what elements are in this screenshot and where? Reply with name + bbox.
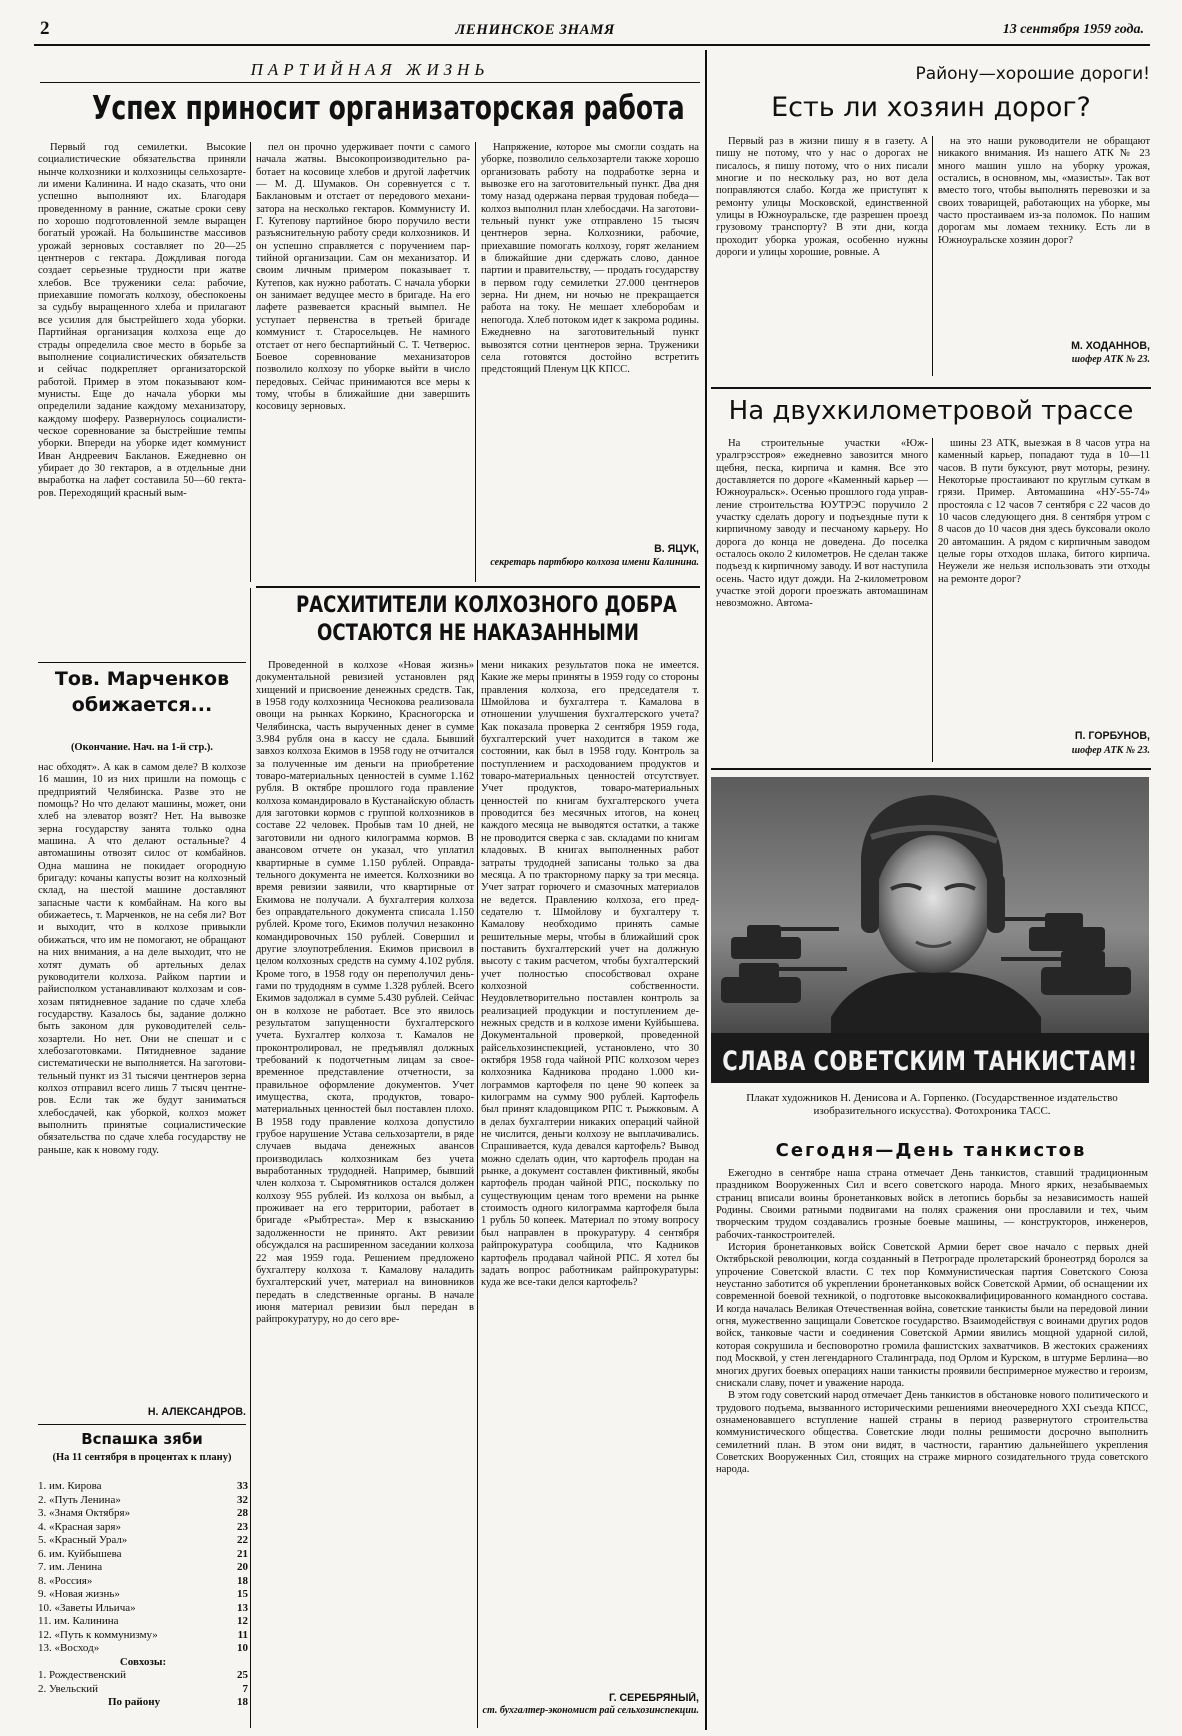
party-col-2 — [256, 142, 470, 582]
track-col-1 — [716, 438, 928, 768]
table-row: 10. «Заветы Ильича» 13 — [38, 1601, 248, 1614]
table-row: 12. «Путь к коммунизму» 11 — [38, 1628, 248, 1641]
col-rule — [932, 136, 933, 376]
headline-marchenkov-wrapper — [38, 666, 246, 738]
poster-slogan: СЛАВА СОВЕТСКИМ ТАНКИСТАМ! — [722, 1045, 1138, 1077]
track-col-1-text: На строительные участки «Южуралгрэсстроя» ежедневно завозится много щебня, песка, кирпича и камня. Все это доставляется по дороге «Каменный карьер — Южноуральск». Осенью прошлого года управление строительства ЮУТРЭС поручило 2 участку сделать дорогу и подъездные пути к кирпичному заводу и песчаному карьеру. Но дорога до конца не доведена. До поселка осталось около 2 километров. Не сделан также подъезд к кирпичному заводу. И вот наступила осень. Часто идут дожди. На 2-километровом участке этой дороги проезжать автомашинам невозможно. Автома- — [716, 438, 928, 610]
newspaper-name: ЛЕНИНСКОЕ ЗНАМЯ — [455, 22, 615, 38]
table-row: 4. «Красная заря» 23 — [38, 1520, 248, 1533]
rubric-party-life: ПАРТИЙНАЯ ЖИЗНЬ — [250, 60, 490, 79]
roads-kicker: Району—хорошие дороги! — [915, 64, 1150, 84]
headline-thieves-line2: ОСТАЮТСЯ НЕ НАКАЗАННЫМИ — [317, 621, 639, 646]
headline-roads: Есть ли хозяин дорог? — [771, 92, 1091, 123]
tankmen-paragraph: История бронетанковых войск Советской Армии берет свое начало с первых дней Октябрьской революции, когда созданный в Петрограде пролетарский бронеотряд боролся за упрочение Советской власти. С тех пор Коммунистическая партия Советского Союза неустанно заботится об укреплении бронетанковых войск Советской Армии, об оснащении их современной боевой техникой, о подготовке высококвалифицированного командного состава. И когда началась Великая Отечественная война, советские танкисты были на передовой линии огня, мужественно защищали Советское государство. Взаимодействуя с воинами других родов войск, танковые части и соединения Советской Армии явились мощной ударной силой, которая сокрушила и бесповоротно громила фашистских захватчиков. В жестоких сражениях под Москвой, у стен легендарного Сталинграда, под Орлом и Курском, в штурме Берлина—во многих других боевых операциях наши танкисты проявили беспримерное мужество и героизм, снискали славу, почет и уважение народа. — [716, 1242, 1148, 1389]
header-rule — [34, 44, 1150, 46]
roads-col-1-text: Первый раз в жизни пишу я в газету. А пишу не потому, что у нас о дорогах не писалось, я пишу потому, что о них писали многие и по нескольку раз, но вот дела поправляются слабо. Когда же приступят к ремонту улицы Московской, единственной улицы в Южноуральске, где разрешен проезд грузовому транспорту? В эти дни, когда проходит уборка урожая, особенно нужны дороги и улицы хорошие, ровные. А — [716, 136, 928, 259]
roads-col-2 — [938, 136, 1150, 336]
col-rule — [250, 142, 251, 582]
tankman-poster-illustration — [711, 777, 1149, 1083]
thieves-signature-title: ст. бухгалтер-экономист рай сельхозинспекции. — [482, 1705, 699, 1716]
table-row: 9. «Новая жизнь» 15 — [38, 1588, 248, 1600]
marchenkov-subhead: (Окончание. Нач. на 1-й стр.). — [70, 742, 214, 753]
plowing-headline: Вспашка зяби — [81, 1430, 203, 1448]
section-rule — [38, 662, 246, 663]
track-col-2 — [938, 438, 1150, 700]
table-row: 8. «Россия» 18 — [38, 1574, 248, 1587]
rubric-rule — [40, 82, 700, 83]
table-row: 3. «Знамя Октября» 28 — [38, 1507, 248, 1519]
table-row: 7. им. Ленина 20 — [38, 1561, 248, 1573]
table-row: 1. им. Кирова 33 — [38, 1480, 248, 1492]
col-rule — [250, 588, 251, 1728]
poster-caption: Плакат художников Н. Денисова и А. Горпенко. (Государственное издательство изобразительного искусства). Фотохроника ТАСС. — [746, 1092, 1118, 1117]
tankmen-body — [716, 1168, 1148, 1730]
section-rule — [711, 387, 1151, 389]
track-col-2-text: шины 23 АТК, выезжая в 8 часов утра на каменный карьер, попадают туда в 10—11 часов. В пути буксуют, рвут моторы, резину. Некоторые простаивают по круглым суткам в грязи. Пример. Автомашина «НУ-55-74» простояла с 12 часов 7 сентября с 22 часов до 10 часов следующего дня. 8 сентября утром с 8 часов до 10 часов дня здесь буксовали около 20 автомашин. А рядом с кирпичным заводом целые горы отходов шлака, битого кирпича. Неужели же нельзя использовать эти отходы на ремонте дорог? — [938, 438, 1150, 585]
col-rule — [475, 142, 476, 582]
headline-tankmen: Сегодня—День танкистов — [775, 1140, 1087, 1161]
thieves-col-1-text: Проведенной в колхозе «Новая жизнь» документальной ревизией установлен ряд хищений и присвоение денежных средств. Так, в 1958 году колхозница Чеснокова реализовала овощи на рынках Коркино, Красногорска и Челябинска, часть вырученных денег в сумме 3.984 рубля она в кассу не сдала. Бывший завхоз колхоза Екимов в 1958 году не отчитался за полученные им деньги на приобретение товаро-материальных ценностей в сумме 1.162 рубля. В октябре прошлого года правление колхоза командировало в Кустанайскую область для заготовки кормов с группой колхозников в составе 22 человек. Пробыв там 10 дней, не заготовили ни одного килограмма кормов. В авансовом отчете он указал, что уплатил квартирные в сумме 1.150 рублей. Оправдательного документа не имеется. Колхозники во время ревизии заявили, что квартирные от Екимова не получали. А бухгалтерия колхоза без оправдательного документа списала 1.150 рублей. Кроме того, Екимов получил незаконно командировочных 150 рублей. Совершил и другие злоупотребления. Екимов присвоил в целом колхозных средств на сумму 4.102 рубля. Кроме того, в 1958 году он переполучил деньгами по трудодням в сумме 1.328 рублей. Всего Екимов задолжал в сумме 5.430 рублей. Сейчас он в колхозе не работает. Все это явилось результатом запущенности бухгалтерского учета. Бухгалтер колхоза т. Камалов не проконтролировал, не предъявлял должных требований к подотчетным лицам за своевременное представление отчетности, за правильное оформление документов. Учет имущества, скота, продуктов, товароматериальных ценностей был поставлен плохо. В 1958 году правление колхоза допустило грубое нарушение Устава сельхозартели, в ряде случаев выдача денежных авансов производилась колхозникам без учета выработанных трудодней. Например, бывший член колхоза т. Сыромятников остался должен колхозу 955 рублей. Из колхоза он выбыл, а проживает на его территории, работает в бригаде «Рыбтреста». Мер к взысканию задолженности не принято. Акт ревизии обсуждался на расширенном заседании колхоза 22 мая 1959 года. Решением предложено бухгалтеру колхоза т. Камалову наладить бухгалтерский учет, материал на виновников передать в следственные органы. В начале июня материал ревизии был передан в райпрокуратуру, но до сего вре- — [256, 660, 474, 1326]
thieves-col-2 — [481, 660, 699, 1687]
plowing-section-label: Совхозы: — [119, 1655, 167, 1668]
headline-party-wrapper — [92, 88, 692, 142]
plowing-table — [38, 1480, 248, 1710]
tankmen-paragraph: Ежегодно в сентябре наша страна отмечает День танкистов, ставший традиционным праздником Вооруженных Сил и всего советского народа. Много ярких, незабываемых страниц вписали воины бронетанковых войск в летопись борьбы за независимость нашей Родины. Своими ратными подвигами на полях сражения они прославили и тех, чьим творческим трудом создавались грозные боевые машины, — конструкторов, инженеров, рабочих-танкостроителей. — [716, 1168, 1148, 1241]
party-col-3-text: Напряжение, которое мы смогли создать на уборке, позволило сельхозартели также хорошо организовать работу на подработке зерна и вывозке его на заготовительный пункт. Два дня тому назад одержана первая трудовая победа—колхоз выполнил план хлебосдачи. На заготовительный пункт уже отправлено 15 тысяч центнеров зерна. Колхозники, рабочие, приехавшие помогать колхозу, горят желанием в ближайшие дни сдержать слово, данное партии и правительству, — продать государству в первом году семилетки 27.000 центнеров зерна. Ни днем, ни ночью не прекращается работа на току. Не мешает хлеборобам и непогода. Хлеб потоком идет к закрома родины. Ежедневно на заготовительный пункт вывозятся сотни центнеров зерна. Труженики села готовятся достойно встретить предстоящий Пленум ЦК КПСС. — [481, 142, 699, 376]
table-row: 5. «Красный Урал» 22 — [38, 1534, 248, 1546]
roads-col-2-text: на это наши руководители не обращают никакого внимания. Из нашего АТК № 23 много машин ушло на уборку урожая, остались, в основном, мы, «мазисты». Так вот вместо того, чтобы выполнять перевозки и за своих товарищей, работающих на уборке, мы часто простаиваем из-за поломок. По нашим дорогам мы ломаем технику. Есть ли в Южноуральске хозяин дорог? — [938, 136, 1150, 246]
headline-party: Успех приносит организаторская работа — [92, 88, 685, 127]
roads-signature-title: шофер АТК № 23. — [1071, 354, 1150, 365]
page-number: 2 — [40, 18, 50, 39]
section-divider — [705, 50, 707, 1730]
table-row: 13. «Восход» 10 — [38, 1642, 248, 1654]
roads-signature: М. ХОДАННОВ, — [1071, 340, 1150, 352]
marchenkov-signature: Н. АЛЕКСАНДРОВ. — [147, 1406, 246, 1418]
headline-thieves-line1: РАСХИТИТЕЛИ КОЛХОЗНОГО ДОБРА — [295, 593, 677, 618]
thieves-col-1 — [256, 660, 474, 1728]
thieves-signature: Г. СЕРЕБРЯНЫЙ, — [608, 1692, 699, 1704]
party-signature-title: секретарь партбюро колхоза имени Калинина. — [490, 557, 699, 568]
col-rule — [932, 438, 933, 762]
thieves-col-2-text: мени никаких результатов пока не имеется. Какие же меры приняты в 1959 году со стороны правления колхоза, его председателя т. Шмойлова и бухгалтера т. Камалова в отношении улучшения бухгалтерского учета? Как показала проверка 2 сентября 1959 года, бухгалтерский учет находится в таком же состоянии, как был в 1958 году. Контроль за поступлением и расходованием продуктов и товаро-материальных ценностей отсутствует. Учет продуктов, товаро-материальных ценностей по книгам бухгалтерского учета проводится без месячных итогов, на конец каждого месяца не выводятся остатки, а также не проводится сверка с зав. складами по книгам кладовых. В книгах выполненных работ затраты трудодней записаны только за два месяца. А по тракторному парку за три месяца. Учет затрат горючего и смазочных материалов не ведется. Правлению колхоза, его председателю т. Шмойлову и бухгалтеру т. Камалову необходимо принять самые решительные меры, чтобы в ближайший срок поставить бухгалтерский учет на должную высоту с таким расчетом, чтобы бухгалтерский учет полностью способствовал охране колхозной собственности. Неудовлетворительно поставлен контроль за реализацией продукции и поступлением денежных средств и в колхозе имени Куйбышева. Документальной проверкой, проведенной райсельхозинспекцией, установлено, что 30 октября 1958 года чайной РПС колхозом через колхозника Кадникова продано 1.000 килограммов картофеля по цене 90 копеек за килограмм на сумму 900 рублей. Картофель был принят кладовщиком РПС т. Рыжковым. А в делах бухгалтерии никаких операций чайной не числится, деньги колхозу не выплачивались. Спрашивается, куда девался картофель? Вывод можно сделать один, что картофель продан на рынке, а документ составлен фиктивный, якобы картофель продан чайной РПС, поскольку по существующим ценам того времени на рынке стоимость одного килограмма картофеля была 1 рубль 50 копеек. Материал по этому вопросу был направлен в прокуратуру. 4 сентября райпрокуратура сообщила, что Кадников картофель продавал чайной РПС. Я хотел бы задать вопрос работникам райпрокуратуры: куда же все-таки делся картофель? — [481, 660, 699, 1289]
section-rule — [256, 586, 700, 588]
col-rule — [477, 660, 478, 1728]
headline-track: На двухкилометровой трассе — [728, 396, 1134, 426]
table-row: 2. Увельский 7 — [38, 1682, 248, 1695]
tankman-poster — [711, 777, 1149, 1083]
issue-date: 13 сентября 1959 года. — [1002, 22, 1144, 37]
tankmen-paragraph: В этом году советский народ отмечает День танкистов в обстановке нового политического и трудового подъема, вызванного историческими решениями внеочередного XXI съезда КПСС, ознаменовавшего вступление нашей страны в период развернутого строительства коммунистического общества. Советские люди полны решимости досрочно выполнить семилетний план. В этом они видят, в частности, гарантию дальнейшего укрепления Советских Вооруженных Сил, стоящих на страже мирного созидательного труда советского народа. — [716, 1390, 1148, 1476]
table-row: 1. Рождественский 25 — [38, 1669, 248, 1681]
table-row: 11. им. Калинина 12 — [38, 1615, 248, 1627]
party-col-3 — [481, 142, 699, 527]
party-col-1-text: Первый год семилетки. Высокие социалистические обязательства приняли нынче колхозники и колхозницы сельхозартели имени Калинина. И надо сказать, что они успешно выполняют их. Благодаря проведенному в ранние, сжатые сроки севу по хорошо подготовленной земле выращен богатый урожай. На большинстве массивов урожай зерновых составляет по 20—25 центнеров с гектара. Дождливая погода создает серьезные трудности при жатве хлебов. Все труженики села: рабочие, приехавшие помогать колхозу, обеспокоены за судьбу выращенного хлеба и прилагают все усилия для быстрейшего хода уборки. Партийная организация колхоза еще до страды определила свое место в борьбе за выполнение социалистических обязательств и сейчас подкрепляет организаторской работой. Пример в этом показывают коммунисты. Еще до начала уборки мы определили задание каждому механизатору, каждому шоферу. Развернулось социалистическое соревнование за быстрейшие темпы уборки. Впереди на уборке идет коммунист Иван Андреевич Бакланов. Ежедневно он убирает до 30 гектаров, а в отдельные дни выработка на лафет составила 50—60 гектаров. Переходящий красный вым- — [38, 142, 246, 499]
party-col-1 — [38, 142, 246, 662]
headline-marchenkov: Тов. Марченков обижается... — [54, 668, 230, 716]
marchenkov-body — [38, 762, 246, 1402]
party-signature: В. ЯЦУК, — [654, 543, 699, 555]
table-row: 2. «Путь Ленина» 32 — [38, 1493, 248, 1506]
roads-col-1 — [716, 136, 928, 396]
track-signature-title: шофер АТК № 23. — [1071, 745, 1150, 756]
table-row: 6. им. Куйбышева 21 — [38, 1547, 248, 1560]
section-rule — [711, 768, 1151, 770]
section-rule — [38, 1424, 246, 1425]
table-total-row: По району 18 — [108, 1696, 248, 1708]
party-col-2-text: пел он прочно удерживает почти с самого начала жатвы. Высокопроизводительно работает на косовице хлебов и другой лафетчик — М. Д. Шумаков. Он соревнуется с т. Баклановым и отстает от передового механизатора на несколько гектаров. Коммунисту И. Г. Кутепову партийное бюро поручило вести разъяснительную работу среди колхозников. И он успешно справляется с поручением партийной организации. Сам он механизатор. И своим личным примером показывает т. Кутепов, как нужно работать. С начала уборки он занимает ведущее место в бригаде. На его лафете развевается красный вымпел. Не уступает первенства в третьей бригаде коммунист т. Старосельцев. Не намного отстает от него беспартийный С. Т. Четверюс. Боевое соревнование механизаторов позволило колхозу по уборке выйти в число передовых. Сейчас принимаются все меры к тому, чтобы в ближайшие дни завершить косовицу зерновых. — [256, 142, 470, 413]
plowing-subhead: (На 11 сентября в процентах к плану) — [52, 1452, 232, 1463]
headline-thieves-wrapper — [256, 592, 700, 656]
marchenkov-body-text: нас обходят». А как в самом деле? В колхозе 16 машин, 10 из них пришли на помощь с предприятий Челябинска. Разве это не помощь? Но что делают машины, может, они хлеб на элеватор возят? Нет. На вывозке зерна государству занята только одна машина. А что делают остальные? 4 автомашины отвозят силос от комбайнов. Одна машина не покидает огородную бригаду: кочаны капусты возит на колхозный склад, на шестой машине доставляют запасные части к комбайнам. На кого вы обижаетесь, т. Марченков, не на себя ли? Вот и выходит, что в колхозе привыкли обижаться, что им не помогают, не обращают на них внимания, а на деле выходит, что не хотят думать об артельных делах руководители колхоза. Райком партии и райисполком устанавливают колхозам и совхозам пятидневное задание по сдаче хлеба государству. Казалось бы, задание должно быть законом для руководителей сельхозартели. Но нет. Они не спешат и с хлебозаготовками. Пятидневное задание систематически не выполняется. На заготовительный пункт из 31 тысячи центнеров зерна колхоз отправил всего лишь 7 тысяч центнеров. Если так же будут заниматься хлебосдачей, как уборкой, колхоз может выполнить принятые социалистические обязательства по сдаче хлеба государству не раньше, как к новому году. — [38, 762, 246, 1156]
track-signature: П. ГОРБУНОВ, — [1074, 730, 1150, 742]
